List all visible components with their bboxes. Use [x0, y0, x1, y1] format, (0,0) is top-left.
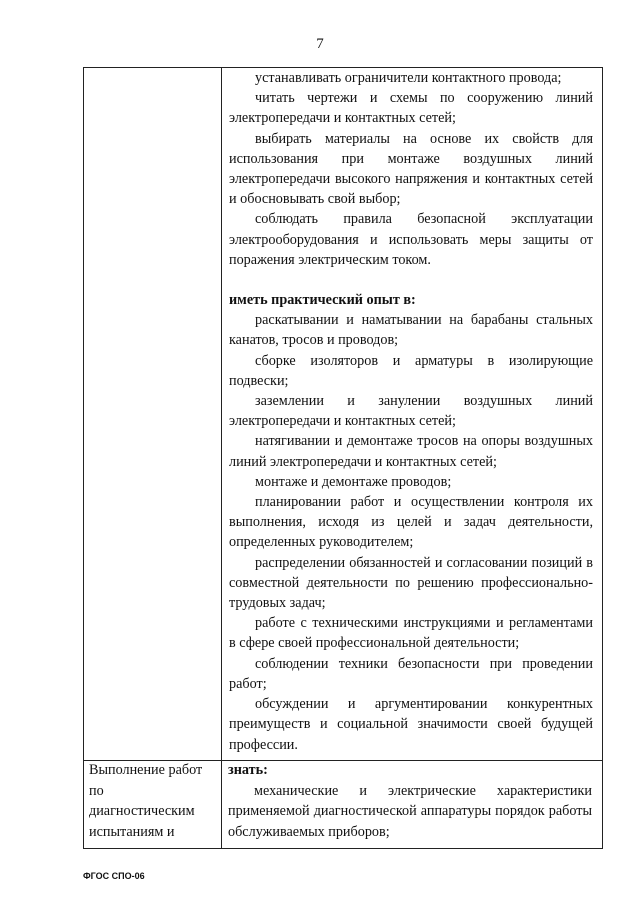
- skill-paragraph: соблюдать правила безопасной эксплуатации электрооборудования и использовать меры защиты от поражения электрическим током.: [229, 211, 593, 268]
- row2-label-cell: [89, 760, 217, 842]
- experience-paragraph: работе с техническими инструкциями и регламентами в сфере своей профессиональной деятельности;: [229, 615, 593, 652]
- experience-paragraph: сборке изоляторов и арматуры в изолирующие подвески;: [229, 352, 593, 389]
- label-line: по: [89, 782, 104, 799]
- row2-layer: [83, 67, 603, 849]
- label-line: испытаниям и: [89, 823, 175, 840]
- experience-paragraph: заземлении и занулении воздушных линий электропередачи и контактных сетей;: [229, 393, 593, 430]
- skill-paragraph: устанавливать ограничители контактного провода;: [255, 70, 562, 86]
- label-line: диагностическим: [89, 803, 195, 819]
- page-number: 7: [316, 36, 324, 52]
- experience-paragraph: натягивании и демонтаже тросов на опоры воздушных линий электропередачи и контактных сетей;: [229, 433, 593, 470]
- experience-paragraph: обсуждении и аргументировании конкурентных преимуществ и социальной значимости своей будущей профессии.: [229, 696, 593, 753]
- footer-code: ФГОС СПО-06: [83, 871, 145, 881]
- experience-paragraph: раскатывании и наматывании на барабаны стальных канатов, тросов и проводов;: [229, 312, 593, 349]
- section-heading: знать:: [228, 762, 268, 778]
- section-heading: иметь практический опыт в:: [229, 292, 416, 309]
- experience-paragraph: распределении обязанностей и согласовании позиций в совместной деятельности по решению профессионально-трудовых задач;: [229, 554, 593, 612]
- experience-paragraph: соблюдении техники безопасности при проведении работ;: [229, 655, 593, 692]
- row2-content-cell: [228, 760, 592, 842]
- skill-paragraph: выбирать материалы на основе их свойств для использования при монтаже воздушных линий электропередачи высокого напряжения и контактных сетей и обосновывать свой выбор;: [229, 130, 593, 208]
- skill-paragraph: читать чертежи и схемы по сооружению линий электропередачи и контактных сетей;: [229, 90, 593, 127]
- experience-paragraph: монтаже и демонтаже проводов;: [255, 473, 452, 490]
- experience-paragraph: планировании работ и осуществлении контроля их выполнения, исходя из целей и задач деятельности, определенных руководителем;: [229, 494, 593, 551]
- label-line: Выполнение работ: [89, 762, 203, 778]
- knowledge-paragraph: механические и электрические характеристики применяемой диагностической аппаратуры порядок работы обслуживаемых приборов;: [228, 782, 592, 840]
